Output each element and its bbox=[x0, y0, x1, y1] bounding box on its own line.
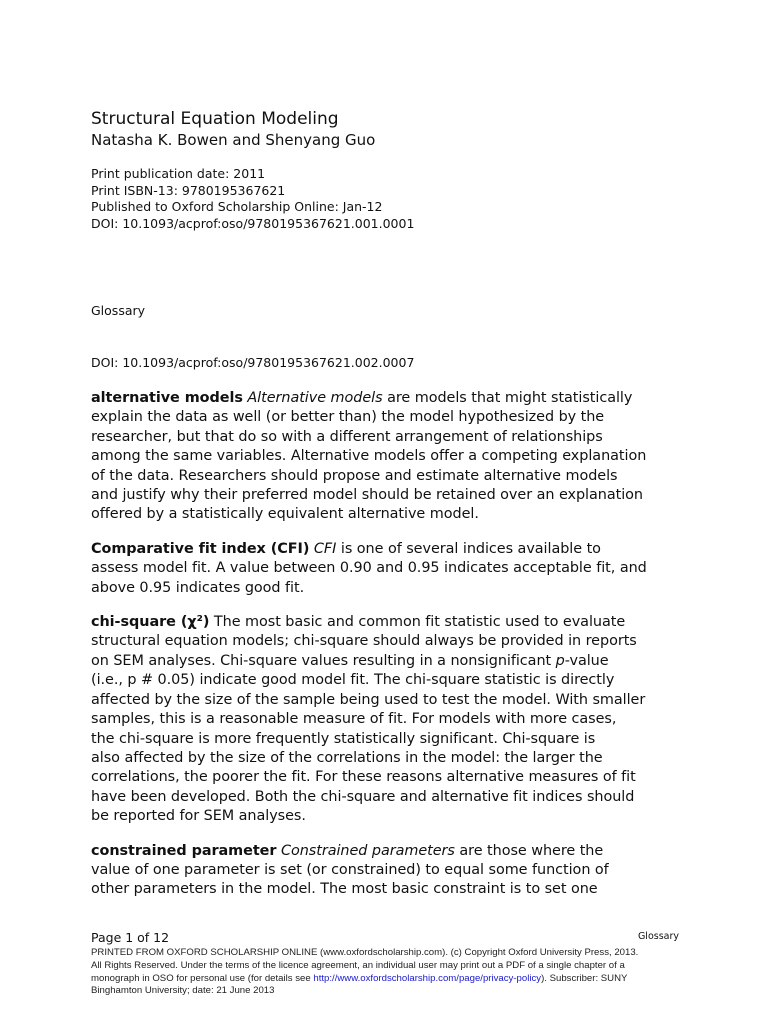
definition-text: are models that might statistically bbox=[382, 390, 633, 406]
glossary-entries bbox=[91, 389, 691, 915]
definition-line: affected by the size of the sample being used to test the model. With smaller bbox=[91, 691, 646, 708]
entry-line bbox=[91, 389, 691, 408]
published-online-date: Published to Oxford Scholarship Online: Jan-12 bbox=[91, 199, 383, 214]
glossary-term: alternative models bbox=[91, 390, 243, 406]
definition-text: The most basic and common fit statistic used to evaluate bbox=[209, 614, 626, 631]
definition-line: samples, this is a reasonable measure of fit. For models with more cases, bbox=[91, 711, 617, 728]
italic-term: Constrained parameters bbox=[280, 842, 455, 859]
glossary-term: Comparative fit index (CFI) bbox=[91, 540, 310, 557]
italic-term: Alternative models bbox=[247, 390, 383, 406]
book-title: Structural Equation Modeling bbox=[91, 109, 339, 129]
definition-line: researcher, but that do so with a different arrangement of relationships bbox=[91, 428, 603, 445]
definition-text: is one of several indices available to bbox=[336, 540, 601, 557]
copyright-notice bbox=[91, 947, 681, 998]
chapter-label: Glossary bbox=[91, 303, 146, 318]
print-publication-date: Print publication date: 2011 bbox=[91, 166, 266, 181]
definition-line: assess model fit. A value between 0.90 and 0.95 indicates acceptable fit, and bbox=[91, 560, 647, 577]
definition-line: have been developed. Both the chi-square and alternative fit indices should bbox=[91, 788, 635, 805]
definition-line: of the data. Researchers should propose and estimate alternative models bbox=[91, 467, 618, 484]
definition-line: explain the data as well (or better than) the model hypothesized by the bbox=[91, 409, 605, 426]
definition-line: also affected by the size of the correlations in the model: the larger the bbox=[91, 749, 603, 766]
print-isbn: Print ISBN-13: 9780195367621 bbox=[91, 182, 286, 198]
glossary-entry-cfi bbox=[91, 540, 691, 598]
glossary-entry-alternative-models bbox=[91, 389, 691, 525]
definition-line: be reported for SEM analyses. bbox=[91, 808, 306, 825]
glossary-entry-constrained-parameter bbox=[91, 842, 691, 900]
glossary-term: chi-square (χ²) bbox=[91, 614, 210, 631]
glossary-term: constrained parameter bbox=[91, 842, 277, 859]
notice-line: PRINTED FROM OXFORD SCHOLARSHIP ONLINE (www.oxfordscholarship.com). (c) Copyright Oxford University Press, 2013. bbox=[91, 947, 639, 958]
definition-text: are those where the bbox=[454, 842, 604, 859]
definition-line: the chi-square is more frequently statistically significant. Chi-square is bbox=[91, 730, 596, 747]
notice-line: All Rights Reserved. Under the terms of the licence agreement, an individual user may print out a PDF of a single chapter of a bbox=[91, 959, 625, 971]
definition-line: and justify why their preferred model should be retained over an explanation bbox=[91, 487, 643, 504]
definition-line: correlations, the poorer the fit. For these reasons alternative measures of fit bbox=[91, 769, 636, 786]
chapter-doi: DOI: 10.1093/acprof:oso/9780195367621.002.0007 bbox=[91, 355, 415, 370]
book-doi: DOI: 10.1093/acprof:oso/9780195367621.001.0001 bbox=[91, 215, 415, 231]
definition-line: above 0.95 indicates good fit. bbox=[91, 579, 305, 596]
publication-metadata bbox=[91, 166, 414, 232]
notice-text: monograph in OSO for personal use (for details see bbox=[91, 972, 314, 984]
notice-text: ). Subscriber: SUNY bbox=[541, 972, 628, 984]
definition-line bbox=[91, 652, 691, 671]
definition-line: offered by a statistically equivalent alternative model. bbox=[91, 506, 479, 523]
glossary-entry-chi-square bbox=[91, 613, 691, 826]
entry-line bbox=[91, 613, 691, 632]
italic-term: CFI bbox=[313, 540, 337, 557]
definition-text: -value bbox=[564, 652, 609, 669]
definition-line: other parameters in the model. The most basic constraint is to set one bbox=[91, 881, 598, 898]
entry-line bbox=[91, 540, 691, 559]
definition-text: on SEM analyses. Chi-square values resulting in a nonsignificant bbox=[91, 652, 556, 669]
definition-line: (i.e., p # 0.05) indicate good model fit. The chi-square statistic is directly bbox=[91, 672, 615, 689]
definition-line: structural equation models; chi-square should always be provided in reports bbox=[91, 633, 637, 650]
book-authors: Natasha K. Bowen and Shenyang Guo bbox=[91, 131, 376, 149]
definition-line: among the same variables. Alternative models offer a competing explanation bbox=[91, 448, 647, 465]
privacy-policy-link[interactable]: http://www.oxfordscholarship.com/page/privacy-policy bbox=[313, 972, 542, 984]
notice-line bbox=[91, 973, 681, 986]
notice-line: Binghamton University; date: 21 June 2013 bbox=[91, 985, 275, 997]
entry-line bbox=[91, 842, 691, 861]
definition-line: value of one parameter is set (or constrained) to equal some function of bbox=[91, 861, 609, 878]
footer-chapter-label: Glossary bbox=[637, 931, 679, 942]
italic-term: p bbox=[555, 652, 565, 669]
page-number: Page 1 of 12 bbox=[91, 930, 170, 945]
